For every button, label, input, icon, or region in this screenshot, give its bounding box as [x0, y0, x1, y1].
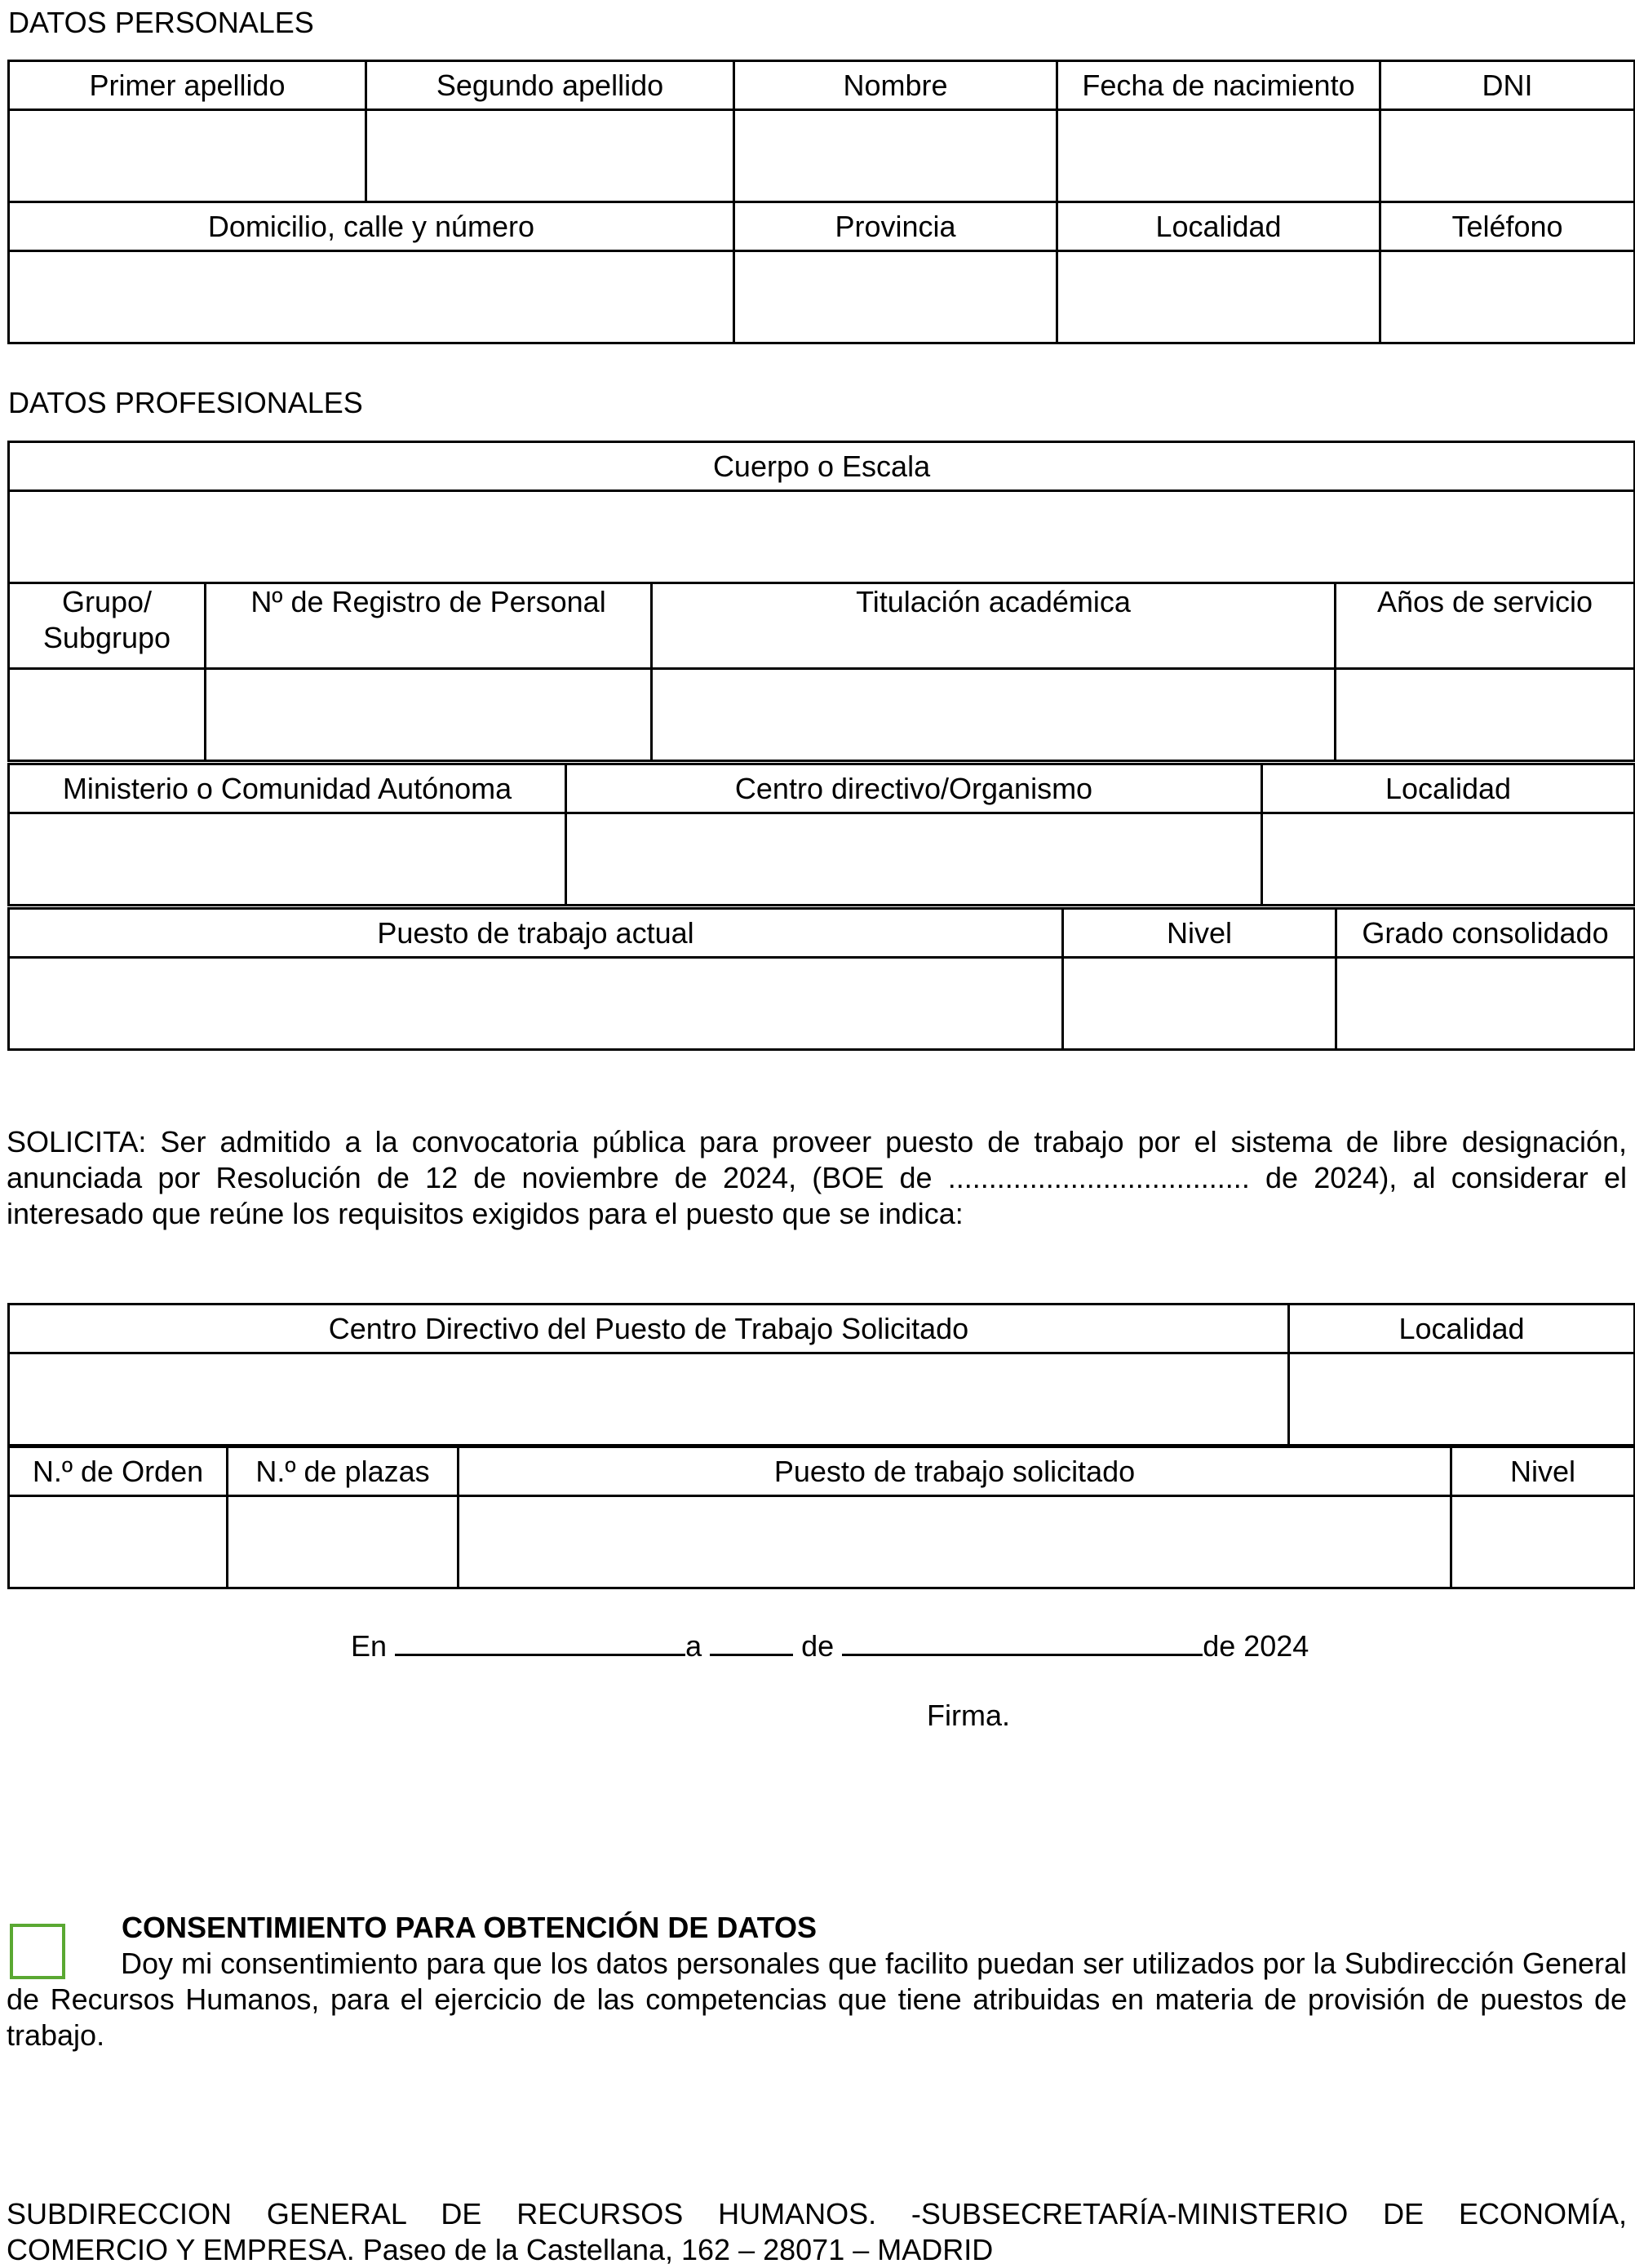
header-localidad-solicitado: Localidad	[1289, 1305, 1635, 1353]
header-grado-consolidado: Grado consolidado	[1336, 909, 1635, 958]
field-nombre[interactable]	[734, 110, 1057, 202]
label-de-year: de 2024	[1203, 1629, 1309, 1663]
field-nivel-solicitado[interactable]	[1451, 1496, 1635, 1588]
field-ministerio[interactable]	[9, 813, 566, 906]
header-localidad-prof: Localidad	[1262, 764, 1635, 813]
field-segundo-apellido[interactable]	[366, 110, 734, 202]
header-puesto-actual: Puesto de trabajo actual	[9, 909, 1063, 958]
header-localidad: Localidad	[1057, 202, 1380, 251]
label-a: a	[685, 1629, 702, 1663]
section-title-professional: DATOS PROFESIONALES	[8, 386, 363, 419]
header-provincia: Provincia	[734, 202, 1057, 251]
field-puesto-actual[interactable]	[9, 958, 1063, 1050]
header-fecha-nacimiento: Fecha de nacimiento	[1057, 61, 1380, 110]
header-numero-plazas: N.º de plazas	[228, 1447, 459, 1496]
professional-data-table-2	[7, 763, 1635, 906]
footer-line-2: COMERCIO Y EMPRESA. Paseo de la Castellana, 162 – 28071 – MADRID	[7, 2233, 994, 2266]
field-localidad[interactable]	[1057, 251, 1380, 343]
header-domicilio: Domicilio, calle y número	[9, 202, 734, 251]
field-nivel[interactable]	[1063, 958, 1336, 1050]
field-dni[interactable]	[1380, 110, 1635, 202]
header-grupo-subgrupo: Grupo/ Subgrupo	[9, 583, 206, 669]
field-grupo-subgrupo[interactable]	[9, 669, 206, 761]
header-centro-solicitado: Centro Directivo del Puesto de Trabajo Solicitado	[9, 1305, 1289, 1353]
header-primer-apellido: Primer apellido	[9, 61, 366, 110]
header-cuerpo-escala: Cuerpo o Escala	[9, 442, 1635, 491]
field-cuerpo-escala[interactable]	[9, 491, 1635, 583]
professional-data-table-1	[7, 441, 1635, 762]
label-en: En	[351, 1629, 388, 1663]
header-registro-personal: Nº de Registro de Personal	[206, 583, 652, 669]
field-provincia[interactable]	[734, 251, 1057, 343]
firma-label: Firma.	[927, 1699, 1010, 1732]
header-dni: DNI	[1380, 61, 1635, 110]
footer-line-1: SUBDIRECCION GENERAL DE RECURSOS HUMANOS. -SUBSECRETARÍA-MINISTERIO DE ECONOMÍA,	[7, 2197, 1627, 2230]
field-localidad-prof[interactable]	[1262, 813, 1635, 906]
header-numero-orden: N.º de Orden	[9, 1447, 228, 1496]
field-centro-solicitado[interactable]	[9, 1353, 1289, 1446]
field-anos-servicio[interactable]	[1336, 669, 1635, 761]
field-domicilio[interactable]	[9, 251, 734, 343]
header-titulacion: Titulación académica	[652, 583, 1336, 669]
header-telefono: Teléfono	[1380, 202, 1635, 251]
field-lugar[interactable]	[395, 1626, 685, 1656]
personal-data-table	[7, 60, 1635, 344]
header-nivel-solicitado: Nivel	[1451, 1447, 1635, 1496]
header-anos-servicio: Años de servicio	[1336, 583, 1635, 669]
field-registro-personal[interactable]	[206, 669, 652, 761]
requested-post-table-2	[7, 1446, 1635, 1589]
header-segundo-apellido: Segundo apellido	[366, 61, 734, 110]
field-grado-consolidado[interactable]	[1336, 958, 1635, 1050]
field-centro-directivo[interactable]	[566, 813, 1262, 906]
section-title-personal: DATOS PERSONALES	[8, 6, 314, 39]
consent-title: CONSENTIMIENTO PARA OBTENCIÓN DE DATOS	[122, 1911, 818, 1944]
professional-data-table-3	[7, 907, 1635, 1051]
requested-post-table-1	[7, 1303, 1635, 1446]
header-ministerio: Ministerio o Comunidad Autónoma	[9, 764, 566, 813]
footer-address	[7, 2196, 1627, 2268]
consent-text: Doy mi consentimiento para que los datos personales que facilito puedan ser utilizados por la Subdirección General de Recursos Humanos, para el ejercicio de las competencias que tiene atribuidas en materia de provisión de puestos de trabajo.	[7, 1947, 1627, 2052]
field-mes[interactable]	[842, 1626, 1203, 1656]
header-nombre: Nombre	[734, 61, 1057, 110]
field-numero-orden[interactable]	[9, 1496, 228, 1588]
field-localidad-solicitado[interactable]	[1289, 1353, 1635, 1446]
field-numero-plazas[interactable]	[228, 1496, 459, 1588]
header-puesto-solicitado: Puesto de trabajo solicitado	[459, 1447, 1451, 1496]
field-primer-apellido[interactable]	[9, 110, 366, 202]
field-titulacion[interactable]	[652, 669, 1336, 761]
header-centro-directivo: Centro directivo/Organismo	[566, 764, 1262, 813]
field-telefono[interactable]	[1380, 251, 1635, 343]
solicita-paragraph: SOLICITA: Ser admitido a la convocatoria pública para proveer puesto de trabajo por el sistema de libre designación, anunciada por Resolución de 12 de noviembre de 2024, (BOE de ..................................... de 2024), al considerar el interesado que reúne los requisitos exigidos para el puesto que se indica:	[7, 1125, 1627, 1230]
field-fecha-nacimiento[interactable]	[1057, 110, 1380, 202]
field-puesto-solicitado[interactable]	[459, 1496, 1451, 1588]
field-dia[interactable]	[710, 1626, 793, 1656]
label-de: de	[801, 1629, 835, 1663]
header-nivel: Nivel	[1063, 909, 1336, 958]
place-date-line	[351, 1626, 1309, 1664]
